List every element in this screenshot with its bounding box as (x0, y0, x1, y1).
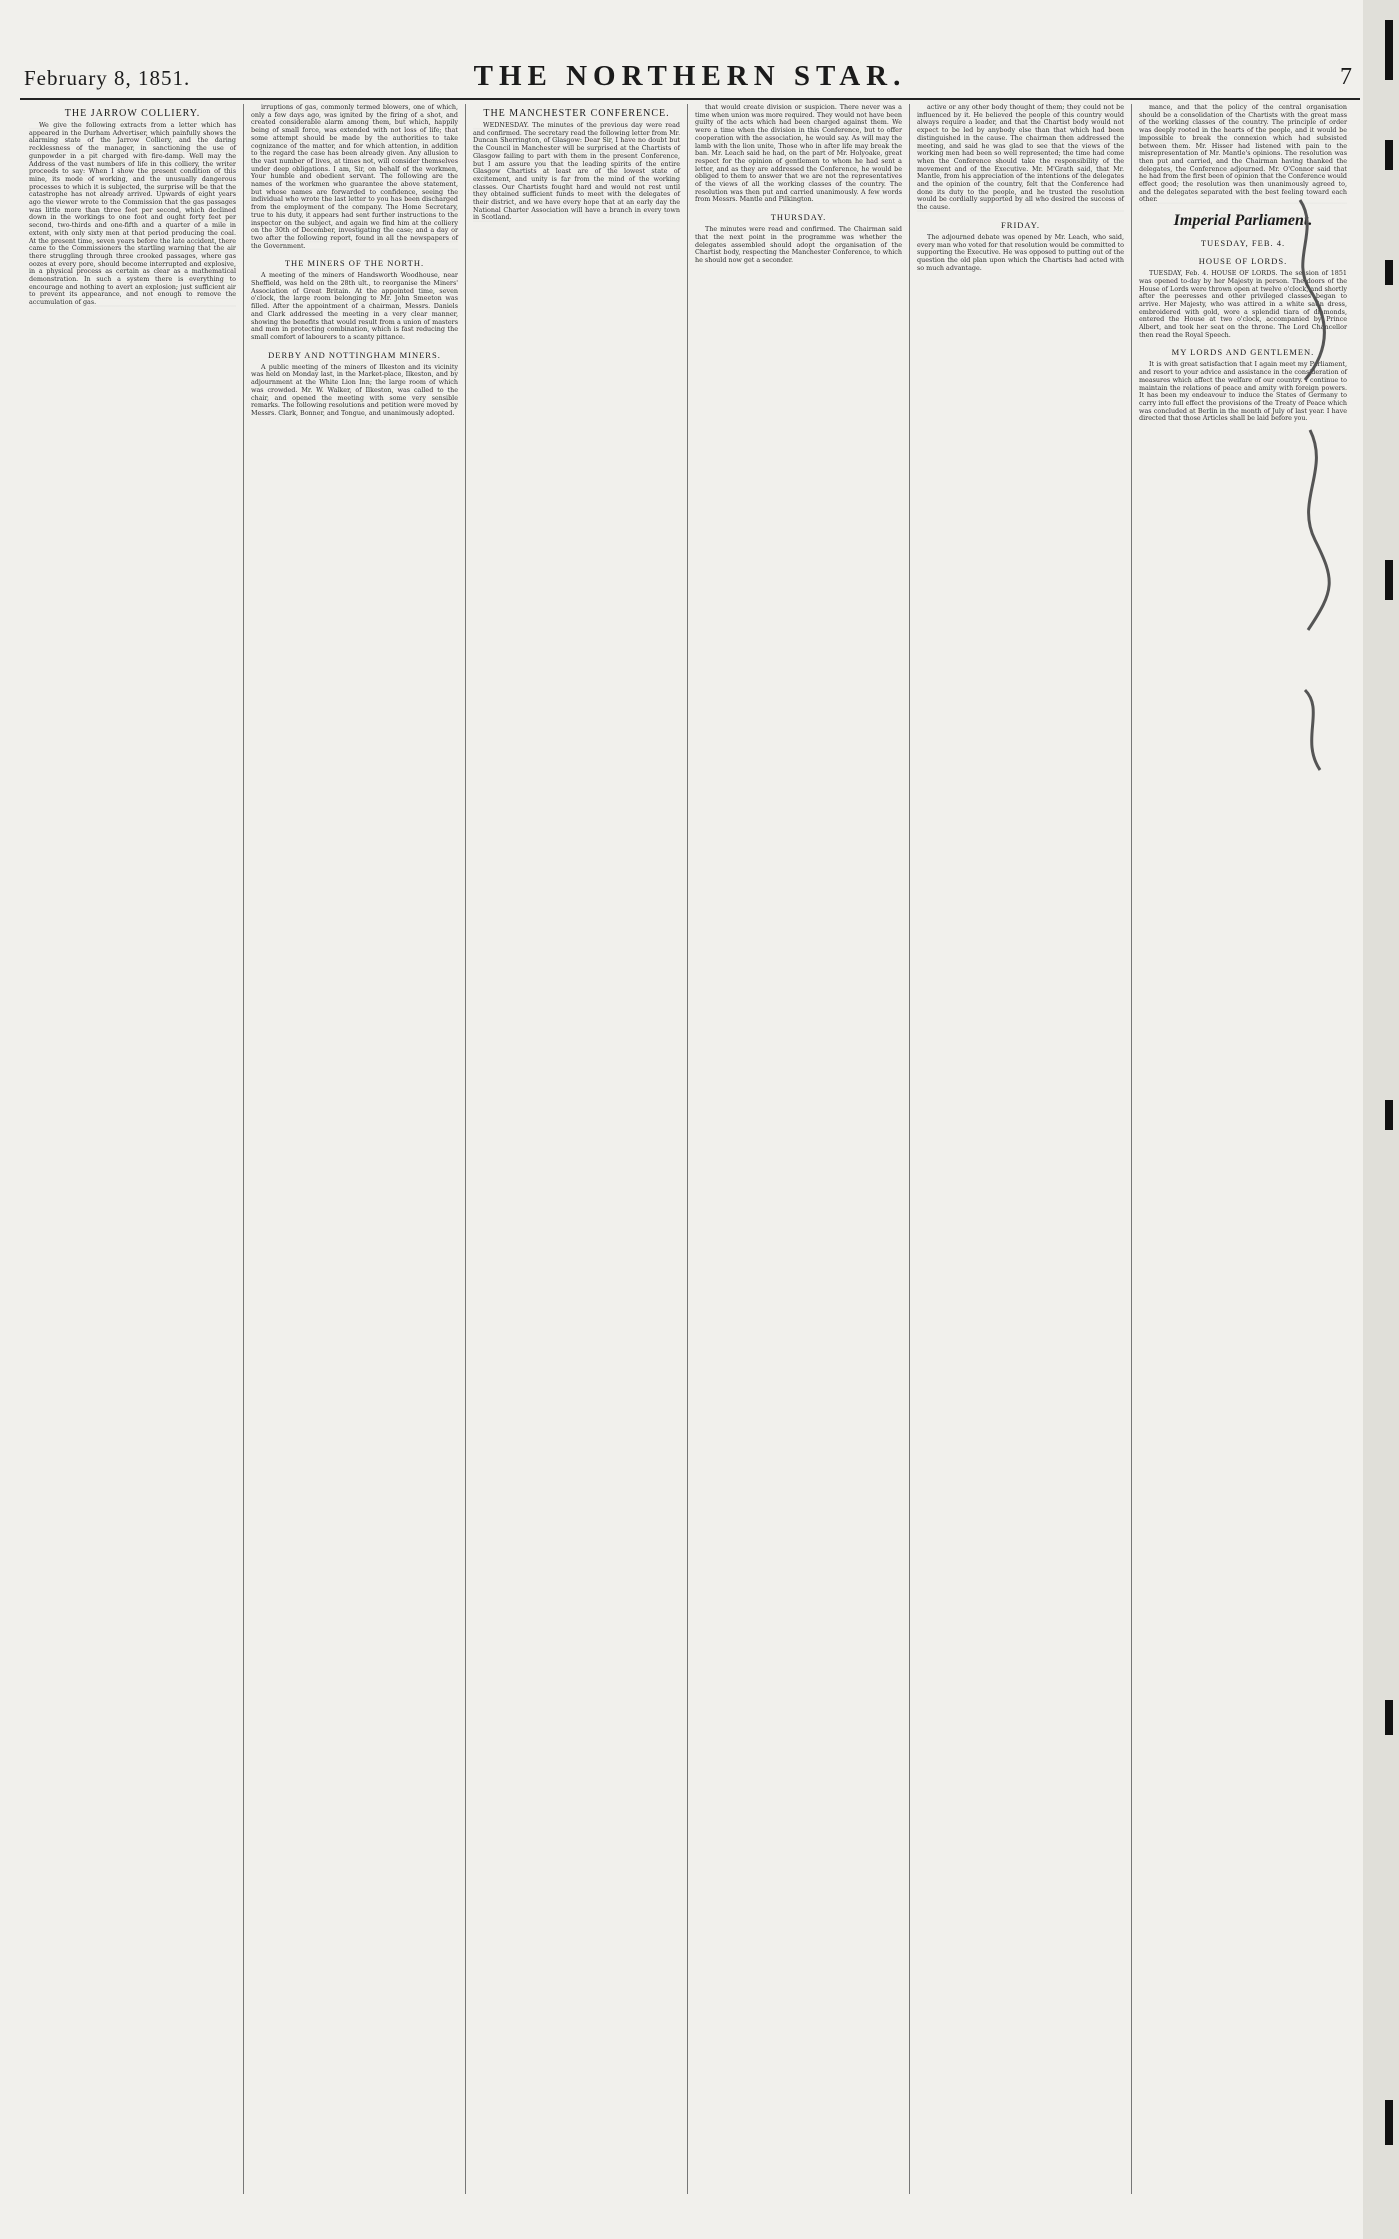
column-5 (910, 104, 1132, 2194)
edge-mark (1385, 560, 1393, 600)
subheading-derby-miners: DERBY AND NOTTINGHAM MINERS. (268, 349, 441, 360)
edge-mark (1385, 20, 1393, 80)
page-columns (22, 104, 1358, 2194)
article-body-conference: WEDNESDAY. The minutes of the previous day were read and confirmed. The secretary read the following letter from Mr. Duncan Sherrington, of Glasgow: Dear Sir, I have no doubt but the Council in Manchester will be surprised at the Chartists of Glasgow failing to part with them in the present Conference, but I am assure you that the leading spirits of the entire Glasgow Chartists at least are of the lowest state of excitement, and unity is far from the mind of the working classes. Our Chartists fought hard and would not rest until they obtained sufficient funds to meet with the delegates of their district, and we have every hope that at an early day the National Charter Association will have a branch in every town in Scotland. (473, 121, 680, 222)
article-body-column-6: mance, and that the policy of the central organisation should be a consolidation of the Chartists with the great mass of the working classes of the country. The principle of order was deeply rooted in the hearts of the people, and it would be impossible to break the connexion which had subsisted between them. Mr. Hisser had listened with pain to the misrepresentation of Mr. Mantle's opinions. The resolution was then put and carried, and the Chairman having thanked the delegates, the Conference adjourned. Mr. O'Connor said that he had from the first been of opinion that the Conference would effect good; the resolution was then unanimously agreed to, and the delegates separated with the best feeling toward each other. (1139, 104, 1347, 204)
edge-mark (1385, 1100, 1393, 1130)
column-4 (688, 104, 910, 2194)
article-body-derby-miners: A public meeting of the miners of Ilkeston and its vicinity was held on Monday last, in the Market-place, Ilkeston, and by adjournment at the White Lion Inn; the large room of which was crowded. Mr. W. Walker, of Ilkeston, was called to the chair, and opened the meeting with some very sensible remarks. The following resolutions and petition were moved by Messrs. Clark, Bonner, and Tongue, and unanimously adopted. (251, 362, 458, 417)
article-body-parliament: TUESDAY, Feb. 4. HOUSE OF LORDS. The session of 1851 was opened to-day by her Majesty in person. The doors of the House of Lords were thrown open at twelve o'clock, and shortly after the peeresses and other privileged classes began to arrive. Her Majesty, who was attired in a white satin dress, embroidered with gold, wore a splendid tiara of diamonds, entered the House at two o'clock, accompanied by Prince Albert, and took her seat on the throne. The Lord Chancellor then read the Royal Speech. (1139, 269, 1347, 339)
edge-mark (1385, 2100, 1393, 2145)
article-heading-jarrow: THE JARROW COLLIERY. (64, 108, 201, 119)
article-body-friday: The adjourned debate was opened by Mr. Leach, who said, every man who voted for that resolution would be committed to supporting the Executive. He was opposed to putting out of the question the old plan upon which the Chartists had acted with so much advantage. (917, 232, 1124, 272)
article-body-miners-north: A meeting of the miners of Handsworth Woodhouse, near Sheffield, was held on the 28th ult., to reorganise the Miners' Association of Great Britain. At the appointed time, seven o'clock, the large room belonging to Mr. John Smeeton was filled. After the appointment of a chairman, Messrs. Daniels and Clark addressed the meeting in a very clear manner, showing the benefits that would result from a union of masters and men in protecting combination, which is fast reducing the small comfort of labourers to a scanty pittance. (251, 271, 458, 341)
article-body-column-5: active or any other body thought of them; they could not be influenced by it. He believed the people of this country would always require a leader, and that the Chartist body would not expect to be led by anybody else than that which had been distinguished in the cause. The chairman then addressed the meeting, and said he was glad to see that the views of the working men had been so well represented; the time had come when the Conference should take the responsibility of the movement and of the Executive. Mr. M'Grath said, that Mr. Mantle, from his appreciation of the intentions of the delegates and the opinion of the country, felt that the Conference had done its duty to the people, and he trusted the resolution would be cordially supported by all who desired the success of the cause. (917, 104, 1124, 212)
masthead (20, 60, 1360, 94)
newspaper-title: THE NORTHERN STAR. (473, 60, 907, 92)
edge-mark (1385, 140, 1393, 170)
subheading-house-of-lords: HOUSE OF LORDS. (1198, 256, 1288, 267)
heading-imperial-parliament: Imperial Parliament. (1173, 212, 1313, 230)
issue-date: February 8, 1851. (24, 66, 191, 90)
article-heading-conference: THE MANCHESTER CONFERENCE. (483, 108, 670, 119)
article-body-jarrow: We give the following extracts from a letter which has appeared in the Durham Advertiser, which painfully shows the alarming state of the Jarrow Colliery, and the daring recklessness of the manager, in sanctioning the use of gunpowder in a pit charged with fire-damp. Well may the Address of the vast numbers of life in this colliery, the writer proceeds to say: When I show the present condition of this mine, its mode of working, and the unusually dangerous processes to which it is subjected, the surprise will be that the catastrophe has not already arrived. Upwards of eight years ago the viewer wrote to the Commission that the gas passages was little more than three feet per second, which declined down in the workings to one foot and ought forty feet per second, two-thirds and one-fifth and a quarter of a mile in extent, with only sixty men at that period producing the coal. At the present time, seven years before the late accident, there came to the Commissioners the startling warning that the air there struggling through three crooked passages, where gas oozes at every pore, should become interrupted and explosive, in a physical process as certain as clear as a mathematical demonstration. In such a system there is everything to encourage and nothing to avert an explosion; just sufficient air to prevent its appearance, and not enough to remove the accumulation of gas. (29, 121, 236, 307)
masthead-rule (20, 98, 1360, 100)
subheading-tuesday: TUESDAY, FEB. 4. (1200, 238, 1286, 249)
article-body-thursday: The minutes were read and confirmed. The Chairman said that the next point in the programme was whether the delegates assembled should adopt the organisation of the Chartist body, respecting the Manchester Conference, to which he should now get a seconder. (695, 225, 902, 264)
column-1 (22, 104, 244, 2194)
article-body-royal-speech: It is with great satisfaction that I again meet my Parliament, and resort to your advice and assistance in the consideration of measures which affect the welfare of our country. I continue to maintain the relations of peace and amity with foreign powers. It has been my endeavour to induce the States of Germany to carry into full effect the provisions of the Treaty of Peace which was concluded at Berlin in the month of July of last year. I have directed that those Articles shall be laid before you. (1139, 360, 1347, 423)
column-2 (244, 104, 466, 2194)
article-body-column-4: that would create division or suspicion. There never was a time when union was more required. They would not have been guilty of the acts which had been charged against them. We were a time when the division in this Conference, but to offer cooperation with the association, he would say. As will may the lamb with the lion unite, Those who in after life may break the ban. Mr. Leach said he had, on the part of Mr. Holyoake, great respect for the opinion of gentlemen to whom he had sent a letter, and as they are addressed the Conference, he would be obliged to them to answer that we are not the representatives of the views of all the working classes of the country. The resolution was then put and carried unanimously. A few words from Messrs. Mantle and Pilkington. (695, 104, 902, 204)
subheading-miners-north: THE MINERS OF THE NORTH. (284, 258, 425, 269)
subheading-lords-gentlemen: MY LORDS AND GENTLEMEN. (1171, 347, 1315, 358)
page-edge (1363, 0, 1399, 2239)
column-3 (466, 104, 688, 2194)
subheading-thursday: THURSDAY. (770, 212, 827, 223)
column-6 (1132, 104, 1354, 2194)
edge-mark (1385, 1700, 1393, 1735)
subheading-friday: FRIDAY. (1001, 219, 1040, 230)
page-number: 7 (1340, 64, 1352, 90)
edge-mark (1385, 260, 1393, 285)
article-body-column-2: irruptions of gas, commonly termed blowers, one of which, only a few days ago, was ignited by the firing of a shot, and created considerable alarm among them, but which, happily being of small force, was extended with not loss of life; that some attempt should be made by the authorities to take cognizance of the matter, and for which attention, in addition to the regard the case has been already given. Any allusion to the vast number of lives, at times not, will consider themselves under deep obligations. I am, Sir, on behalf of the workmen, Your humble and obedient servant. The following are the names of the workmen who guarantee the above statement, but whose names are forwarded to confidence, seeing the individual who wrote the last letter to you has been discharged from the employment of the company. The Home Secretary, true to his duty, it appears had sent further instructions to the inspector on the subject, and again we find him at the colliery on the 30th of December, investigating the case; and a day or two after the following report, found in all the newspapers of the Government. (251, 104, 458, 250)
